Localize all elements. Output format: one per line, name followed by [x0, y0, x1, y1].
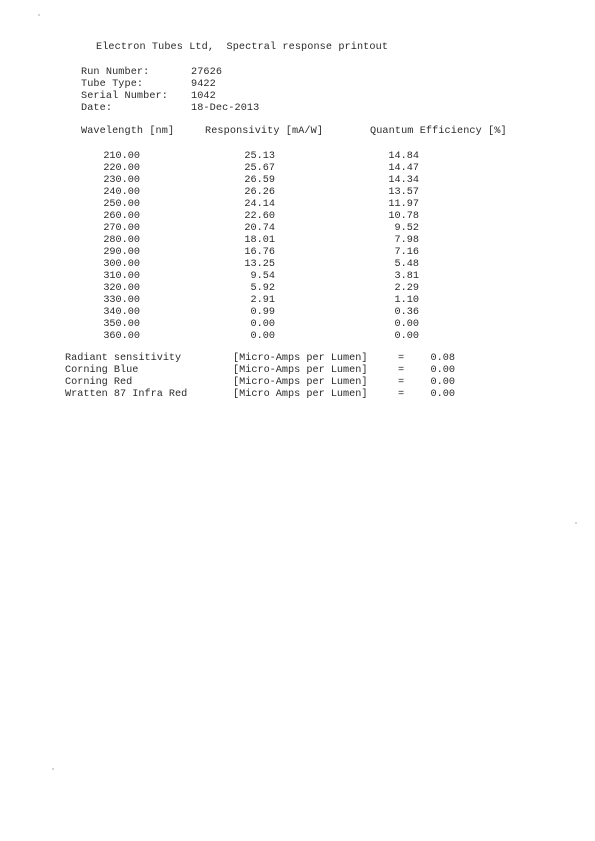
wavelength-cell: 260.00 [103, 211, 140, 222]
responsivity-cell: 18.01 [244, 235, 275, 246]
tube-type-label: Tube Type: [81, 79, 144, 90]
serial-number-value: 1042 [191, 91, 216, 102]
quantum-efficiency-cell: 0.00 [394, 319, 419, 330]
wavelength-cell: 240.00 [103, 187, 140, 198]
quantum-efficiency-cell: 13.57 [388, 187, 419, 198]
equals-sign: = [398, 365, 405, 376]
responsivity-cell: 24.14 [244, 199, 275, 210]
table-row [0, 199, 595, 211]
sensitivity-value: 0.08 [430, 353, 455, 364]
serial-number-label: Serial Number: [81, 91, 168, 102]
table-row [0, 175, 595, 187]
wavelength-cell: 270.00 [103, 223, 140, 234]
sensitivity-label: Radiant sensitivity [65, 353, 182, 364]
run-number-label: Run Number: [81, 67, 150, 78]
responsivity-cell: 26.59 [244, 175, 275, 186]
table-row [0, 283, 595, 295]
date-label: Date: [81, 103, 113, 114]
wavelength-cell: 340.00 [103, 307, 140, 318]
sensitivity-row [0, 377, 595, 389]
sensitivity-label: Corning Blue [65, 365, 139, 376]
responsivity-cell: 13.25 [244, 259, 275, 270]
wavelength-cell: 330.00 [103, 295, 140, 306]
sensitivity-label: Wratten 87 Infra Red [65, 389, 188, 400]
quantum-efficiency-cell: 14.34 [388, 175, 419, 186]
scan-speck [575, 522, 577, 524]
sensitivity-row [0, 353, 595, 365]
sensitivity-unit: [Micro-Amps per Lumen] [233, 365, 368, 376]
quantum-efficiency-cell: 2.29 [394, 283, 419, 294]
tube-type-value: 9422 [191, 79, 216, 90]
equals-sign: = [398, 389, 405, 400]
wavelength-cell: 290.00 [103, 247, 140, 258]
quantum-efficiency-cell: 1.10 [394, 295, 419, 306]
wavelength-cell: 320.00 [103, 283, 140, 294]
sensitivity-unit: [Micro-Amps per Lumen] [233, 353, 368, 364]
sensitivity-value: 0.00 [430, 365, 455, 376]
run-number-value: 27626 [191, 67, 223, 78]
equals-sign: = [398, 377, 405, 388]
sensitivity-unit: [Micro-Amps per Lumen] [233, 377, 368, 388]
responsivity-cell: 5.92 [250, 283, 275, 294]
quantum-efficiency-cell: 14.47 [388, 163, 419, 174]
responsivity-cell: 22.60 [244, 211, 275, 222]
responsivity-cell: 0.00 [250, 331, 275, 342]
wavelength-cell: 210.00 [103, 151, 140, 162]
table-row [0, 295, 595, 307]
quantum-efficiency-cell: 7.16 [394, 247, 419, 258]
column-header-quantum-efficiency: Quantum Efficiency [%] [370, 126, 507, 137]
quantum-efficiency-cell: 10.78 [388, 211, 419, 222]
table-row [0, 319, 595, 331]
quantum-efficiency-cell: 0.00 [394, 331, 419, 342]
responsivity-cell: 2.91 [250, 295, 275, 306]
wavelength-cell: 300.00 [103, 259, 140, 270]
quantum-efficiency-cell: 3.81 [394, 271, 419, 282]
table-row [0, 271, 595, 283]
sensitivity-label: Corning Red [65, 377, 133, 388]
quantum-efficiency-cell: 11.97 [388, 199, 419, 210]
quantum-efficiency-cell: 14.84 [388, 151, 419, 162]
wavelength-cell: 360.00 [103, 331, 140, 342]
table-row [0, 163, 595, 175]
equals-sign: = [398, 353, 405, 364]
wavelength-cell: 310.00 [103, 271, 140, 282]
sensitivity-value: 0.00 [430, 389, 455, 400]
wavelength-cell: 280.00 [103, 235, 140, 246]
table-row [0, 211, 595, 223]
responsivity-cell: 20.74 [244, 223, 275, 234]
quantum-efficiency-cell: 9.52 [394, 223, 419, 234]
wavelength-cell: 350.00 [103, 319, 140, 330]
table-row [0, 307, 595, 319]
scan-speck [38, 14, 40, 16]
wavelength-cell: 230.00 [103, 175, 140, 186]
responsivity-cell: 0.00 [250, 319, 275, 330]
wavelength-cell: 250.00 [103, 199, 140, 210]
table-row [0, 187, 595, 199]
sensitivity-value: 0.00 [430, 377, 455, 388]
sensitivity-unit: [Micro Amps per Lumen] [233, 389, 368, 400]
wavelength-cell: 220.00 [103, 163, 140, 174]
table-row [0, 331, 595, 343]
table-row [0, 247, 595, 259]
table-row [0, 223, 595, 235]
table-row [0, 151, 595, 163]
scan-speck [52, 768, 54, 770]
column-header-responsivity: Responsivity [mA/W] [205, 126, 324, 137]
document-title: Electron Tubes Ltd, Spectral response printout [96, 42, 389, 53]
date-value: 18-Dec-2013 [191, 103, 260, 114]
sensitivity-row [0, 365, 595, 377]
responsivity-cell: 9.54 [250, 271, 275, 282]
table-row [0, 259, 595, 271]
responsivity-cell: 0.99 [250, 307, 275, 318]
quantum-efficiency-cell: 5.48 [394, 259, 419, 270]
quantum-efficiency-cell: 0.36 [394, 307, 419, 318]
table-row [0, 235, 595, 247]
sensitivity-row [0, 389, 595, 401]
responsivity-cell: 25.67 [244, 163, 275, 174]
responsivity-cell: 25.13 [244, 151, 275, 162]
column-header-wavelength: Wavelength [nm] [81, 126, 175, 137]
responsivity-cell: 16.76 [244, 247, 275, 258]
responsivity-cell: 26.26 [244, 187, 275, 198]
quantum-efficiency-cell: 7.98 [394, 235, 419, 246]
